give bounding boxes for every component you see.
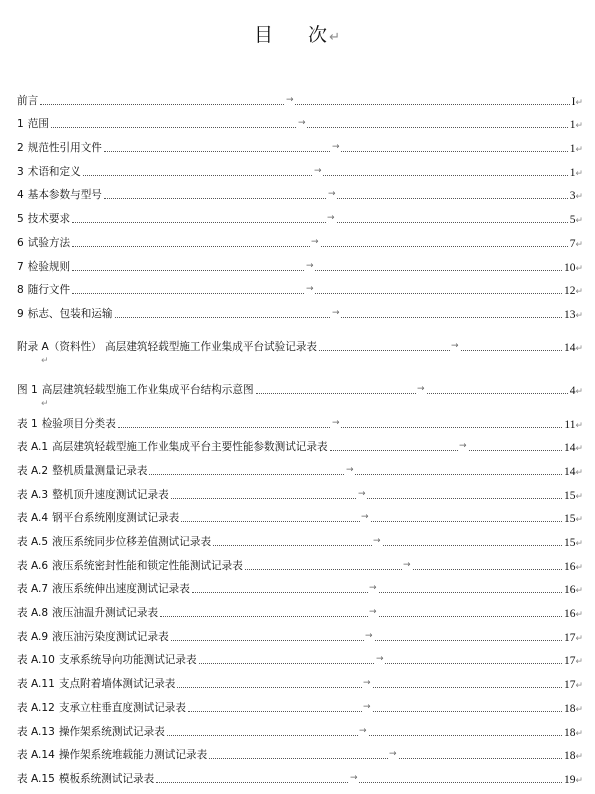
toc-entry-page: 7↵ xyxy=(569,237,583,250)
toc-entry[interactable] xyxy=(17,620,583,644)
tab-mark-icon: → xyxy=(358,488,366,499)
toc-entry-number: 6 xyxy=(17,236,24,249)
toc-entry-number: 表 A.15 xyxy=(17,772,55,785)
toc-entry-number: 表 A.9 xyxy=(17,630,49,643)
dot-leader xyxy=(160,616,562,617)
toc-entry[interactable] xyxy=(17,321,583,366)
toc-entry-label xyxy=(17,439,330,454)
toc-entry-page: 5↵ xyxy=(569,214,583,227)
paragraph-mark-icon: ↵ xyxy=(575,632,583,643)
tab-mark-icon: → xyxy=(359,725,367,736)
toc-entry-label xyxy=(17,282,72,297)
paragraph-mark-icon: ↵ xyxy=(575,538,583,548)
toc-entry-number: 表 A.8 xyxy=(17,607,49,620)
toc-entry-label xyxy=(17,676,177,691)
spacer xyxy=(17,354,583,364)
toc-entry-label xyxy=(17,534,213,549)
toc-entry-number: 图 1 xyxy=(17,383,38,396)
tab-mark-icon: → xyxy=(363,701,371,712)
paragraph-mark-icon: ↵ xyxy=(575,215,583,226)
toc-entry-number: 4 xyxy=(17,189,24,202)
toc-entry[interactable] xyxy=(17,691,583,715)
toc-entry-title: 标志、包装和运输 xyxy=(27,307,113,320)
toc-entry-number: 8 xyxy=(17,284,24,297)
toc-entry[interactable] xyxy=(17,226,583,250)
toc-title-left: 目 xyxy=(254,24,275,46)
toc-entry-title: 前言 xyxy=(17,94,39,107)
dot-leader xyxy=(209,758,562,759)
toc-entry-title: 钢平台系统刚度测试记录表 xyxy=(52,512,180,525)
toc-entry-label xyxy=(17,629,171,644)
toc-entry-number: 1 xyxy=(17,118,24,131)
toc-entry-page: I↵ xyxy=(571,95,583,108)
toc-entry-label xyxy=(17,724,167,739)
paragraph-mark-icon: ↵ xyxy=(575,774,583,785)
tab-mark-icon: → xyxy=(361,512,369,523)
toc-entry-title: 液压油温升测试记录表 xyxy=(52,607,159,620)
tab-mark-icon: → xyxy=(376,654,384,665)
toc-entry-page: 16↵ xyxy=(563,584,583,597)
toc-entry-label xyxy=(17,382,256,397)
toc-entry[interactable] xyxy=(17,108,583,132)
toc-entry-page: 14↵ xyxy=(563,442,583,455)
toc-entry-label xyxy=(17,487,171,502)
toc-entry-label xyxy=(17,187,104,202)
toc-entry[interactable] xyxy=(17,131,583,155)
toc-entry-number: 7 xyxy=(17,260,24,273)
tab-mark-icon: → xyxy=(332,142,340,153)
toc-entry-label xyxy=(17,93,40,108)
paragraph-mark-icon: ↵ xyxy=(329,30,341,45)
tab-mark-icon: → xyxy=(363,678,371,689)
paragraph-mark-icon: ↵ xyxy=(575,144,583,155)
toc-entry-page: 18↵ xyxy=(563,750,583,763)
toc-entry[interactable] xyxy=(17,297,583,321)
toc-entry[interactable] xyxy=(17,250,583,274)
toc-entry[interactable] xyxy=(17,431,583,455)
paragraph-mark-icon: ↵ xyxy=(575,561,583,572)
toc-title xyxy=(0,20,595,47)
toc-entry-page: 1↵ xyxy=(569,119,583,132)
tab-mark-icon: → xyxy=(346,464,354,475)
dot-leader xyxy=(149,474,561,475)
paragraph-mark-icon: ↵ xyxy=(575,286,583,297)
tab-mark-icon: → xyxy=(286,94,294,105)
toc-entry[interactable] xyxy=(17,596,583,620)
toc-entry-number: 表 1 xyxy=(17,417,38,430)
toc-entry-title: 支承立柱垂直度测试记录表 xyxy=(58,701,186,714)
toc-entry-label xyxy=(17,558,245,573)
toc-entry-label xyxy=(17,235,72,250)
toc-entry[interactable] xyxy=(17,762,583,786)
dot-leader xyxy=(181,521,562,522)
tab-mark-icon: → xyxy=(298,118,306,129)
toc-entry-page: 4↵ xyxy=(569,384,583,397)
toc-entry-page: 15↵ xyxy=(563,489,583,502)
toc-entry-number: 表 A.10 xyxy=(17,654,55,667)
paragraph-mark-icon: ↵ xyxy=(575,656,583,667)
toc-entry-page: 16↵ xyxy=(563,608,583,621)
tab-mark-icon: → xyxy=(451,340,459,351)
toc-entry-number: 表 A.13 xyxy=(17,725,55,738)
tab-mark-icon: → xyxy=(314,165,322,176)
toc-entry-page: 17↵ xyxy=(563,631,583,644)
paragraph-mark-icon: ↵ xyxy=(575,385,583,396)
toc-entry-page: 14↵ xyxy=(563,341,583,354)
toc-entry-page: 16↵ xyxy=(563,560,583,573)
tab-mark-icon: → xyxy=(369,583,377,594)
toc-entry-label xyxy=(17,116,51,131)
toc-entry[interactable] xyxy=(17,407,583,431)
dot-leader xyxy=(256,393,568,394)
toc-entry-title: 液压系统密封性能和锁定性能测试记录表 xyxy=(52,559,243,572)
toc-entry-title: 附录 A（资料性） 高层建筑轻载型施工作业集成平台试验记录表 xyxy=(17,340,318,353)
toc-entry-number: 表 A.14 xyxy=(17,749,55,762)
toc-entry-page: 15↵ xyxy=(563,537,583,549)
toc-entry-page: 13↵ xyxy=(563,308,583,321)
toc-entry-number: 9 xyxy=(17,307,24,320)
toc-entry-title: 规范性引用文件 xyxy=(27,142,102,155)
toc-entry-title: 检验规则 xyxy=(27,260,71,273)
tab-mark-icon: → xyxy=(306,260,314,271)
toc-entry-number: 表 A.7 xyxy=(17,583,49,596)
toc-entry-title: 支点附着墙体测试记录表 xyxy=(58,678,176,691)
paragraph-mark-icon: ↵ xyxy=(575,680,583,691)
toc-entry[interactable] xyxy=(17,573,583,597)
tab-mark-icon: → xyxy=(311,236,319,247)
toc-entry-number: 表 A.12 xyxy=(17,701,55,714)
toc-entry-title: 整机质量测量记录表 xyxy=(52,464,148,477)
toc-entry-page: 19↵ xyxy=(563,773,583,786)
dot-leader xyxy=(72,246,568,247)
paragraph-mark-icon: ↵ xyxy=(575,167,583,178)
toc-entry[interactable] xyxy=(17,525,583,549)
toc-entry-title: 随行文件 xyxy=(27,284,71,297)
dot-leader xyxy=(51,127,568,128)
toc-entry-label xyxy=(17,771,156,786)
toc-entry-label xyxy=(17,700,188,715)
toc-entry-title: 整机顶升速度测试记录表 xyxy=(52,488,169,501)
toc-entry-number: 表 A.11 xyxy=(17,678,55,691)
toc-entry[interactable] xyxy=(17,84,583,108)
tab-mark-icon: → xyxy=(332,307,340,318)
toc-entry-label xyxy=(17,652,199,667)
tab-mark-icon: → xyxy=(328,189,336,200)
paragraph-mark-icon: ↵ xyxy=(575,703,583,714)
toc-entry[interactable] xyxy=(17,739,583,763)
toc-entry-page: 17↵ xyxy=(563,655,583,668)
toc-entry[interactable] xyxy=(17,202,583,226)
toc-entry-label xyxy=(17,416,118,431)
dot-leader xyxy=(72,222,568,223)
toc-entry[interactable] xyxy=(17,549,583,573)
dot-leader xyxy=(330,450,562,451)
toc-entry-label xyxy=(17,164,83,179)
tab-mark-icon: → xyxy=(459,441,467,452)
toc-entry-label xyxy=(17,463,149,478)
toc-entry-page: 17↵ xyxy=(563,679,583,692)
tab-mark-icon: → xyxy=(369,607,377,618)
toc-entry-page: 1↵ xyxy=(569,166,583,179)
dot-leader xyxy=(319,350,562,351)
paragraph-mark-icon: ↵ xyxy=(575,419,583,430)
toc-entry-number: 表 A.2 xyxy=(17,464,49,477)
toc-entry[interactable] xyxy=(17,454,583,478)
toc-entry-title: 操作架系统测试记录表 xyxy=(58,725,165,738)
toc-entry[interactable] xyxy=(17,364,583,409)
toc-entry-page: 12↵ xyxy=(563,285,583,298)
toc-entry-label xyxy=(17,605,160,620)
paragraph-mark-icon: ↵ xyxy=(575,120,583,131)
toc-entry-page: 1↵ xyxy=(569,143,583,156)
toc-entry[interactable] xyxy=(17,644,583,668)
paragraph-mark-icon: ↵ xyxy=(575,443,583,454)
dot-leader xyxy=(156,782,562,783)
toc-entry-number: 3 xyxy=(17,165,24,178)
toc-entry-title: 液压油污染度测试记录表 xyxy=(52,630,169,643)
toc-entry-title: 检验项目分类表 xyxy=(41,417,116,430)
toc-entry-page: 11↵ xyxy=(564,418,583,431)
tab-mark-icon: → xyxy=(389,749,397,760)
toc-entry-page: 15↵ xyxy=(563,513,583,526)
toc-entry-title: 术语和定义 xyxy=(27,165,81,178)
dot-leader xyxy=(72,270,562,271)
toc-entry[interactable] xyxy=(17,179,583,203)
paragraph-mark-icon: ↵ xyxy=(575,727,583,738)
tab-mark-icon: → xyxy=(403,559,411,570)
dot-leader xyxy=(40,104,569,105)
toc-entry-title: 高层建筑轻载型施工作业集成平台主要性能参数测试记录表 xyxy=(52,441,328,454)
toc-entry-page: 18↵ xyxy=(563,702,583,715)
paragraph-mark-icon: ↵ xyxy=(575,262,583,273)
paragraph-mark-icon: ↵ xyxy=(575,238,583,249)
toc-entry-title: 支承系统导向功能测试记录表 xyxy=(58,654,197,667)
paragraph-mark-icon: ↵ xyxy=(575,466,583,477)
toc-entry-number: 表 A.6 xyxy=(17,559,49,572)
toc-entry-label xyxy=(17,510,181,525)
toc-entry[interactable] xyxy=(17,478,583,502)
toc-entry[interactable] xyxy=(17,502,583,526)
toc-entry-title: 液压系统同步位移差值测试记录表 xyxy=(52,536,212,548)
paragraph-mark-icon: ↵ xyxy=(575,309,583,320)
toc-entry[interactable] xyxy=(17,667,583,691)
paragraph-mark-icon: ↵ xyxy=(575,342,583,353)
toc-entry[interactable] xyxy=(17,155,583,179)
toc-entry-label xyxy=(17,211,72,226)
dot-leader xyxy=(72,293,562,294)
dot-leader xyxy=(188,711,562,712)
toc-entry-label xyxy=(17,259,72,274)
paragraph-mark-icon: ↵ xyxy=(575,609,583,620)
paragraph-mark-icon: ↵ xyxy=(575,514,583,525)
toc-entry-label xyxy=(17,581,192,596)
paragraph-mark-icon: ↵ xyxy=(575,751,583,762)
toc-entry-title: 范围 xyxy=(27,118,49,131)
toc-entry-title: 试验方法 xyxy=(27,236,71,249)
paragraph-mark-icon: ↵ xyxy=(575,490,583,501)
paragraph-mark-icon: ↵ xyxy=(575,585,583,596)
toc-entry-title: 技术要求 xyxy=(27,213,71,226)
toc-entry-title: 基本参数与型号 xyxy=(27,189,102,202)
toc-entry-title: 模板系统测试记录表 xyxy=(58,772,155,785)
toc-entry-title: 高层建筑轻载型施工作业集成平台结构示意图 xyxy=(41,383,254,396)
paragraph-mark-icon: ↵ xyxy=(575,96,583,107)
tab-mark-icon: → xyxy=(365,630,373,641)
spacer xyxy=(17,397,583,407)
toc-title-right: 次 xyxy=(308,24,329,46)
table-of-contents xyxy=(17,84,583,786)
tab-mark-icon: → xyxy=(350,772,358,783)
tab-mark-icon: → xyxy=(332,417,340,428)
toc-entry-number: 表 A.1 xyxy=(17,441,49,454)
dot-leader xyxy=(83,175,568,176)
tab-mark-icon: → xyxy=(417,383,425,394)
toc-entry-page: 14↵ xyxy=(563,465,583,478)
toc-entry-label xyxy=(17,339,319,354)
paragraph-mark-icon: ↵ xyxy=(41,355,49,366)
toc-entry-number: 表 A.4 xyxy=(17,512,49,525)
toc-entry-page: 3↵ xyxy=(569,190,583,203)
tab-mark-icon: → xyxy=(373,536,381,546)
toc-entry-label xyxy=(17,140,104,155)
toc-entry[interactable] xyxy=(17,274,583,298)
toc-entry-page: 18↵ xyxy=(563,726,583,739)
toc-entry-label xyxy=(17,747,209,762)
tab-mark-icon: → xyxy=(327,213,335,224)
toc-entry-number: 表 A.3 xyxy=(17,488,49,501)
toc-entry-page: 10↵ xyxy=(563,261,583,274)
toc-entry-number: 表 A.5 xyxy=(17,536,49,548)
toc-entry-title: 液压系统伸出速度测试记录表 xyxy=(52,583,190,596)
toc-entry-number: 2 xyxy=(17,142,24,155)
toc-entry[interactable] xyxy=(17,715,583,739)
toc-entry-number: 5 xyxy=(17,213,24,226)
toc-entry-label xyxy=(17,306,115,321)
tab-mark-icon: → xyxy=(306,284,314,295)
dot-leader xyxy=(213,545,562,546)
toc-entry-title: 操作架系统堆载能力测试记录表 xyxy=(58,749,208,762)
paragraph-mark-icon: ↵ xyxy=(575,191,583,202)
paragraph-mark-icon: ↵ xyxy=(41,398,49,409)
